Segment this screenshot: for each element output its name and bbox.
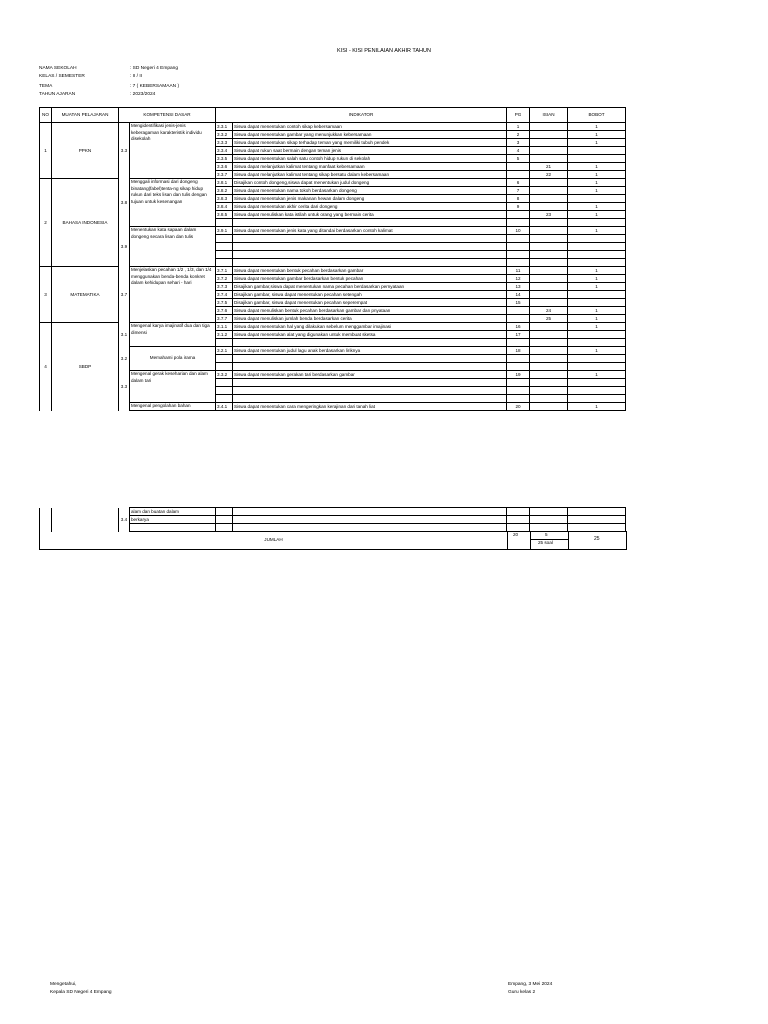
pg-number: 3 xyxy=(507,139,530,147)
bobot-value: 1 xyxy=(568,371,626,379)
bobot-value: 1 xyxy=(568,307,626,315)
isian-number xyxy=(530,323,568,331)
total-bobot: 25 xyxy=(594,536,600,542)
indicator-text: Siswa dapat menuliskan kata istilah untuk orang yang bermain cerita xyxy=(233,211,507,219)
pg-number: 14 xyxy=(507,291,530,299)
indicator-text xyxy=(233,251,507,259)
bobot-value xyxy=(568,355,626,363)
isian-number xyxy=(530,195,568,203)
header-isian: ISIAN xyxy=(530,108,568,123)
isian-number xyxy=(530,379,568,387)
bobot-value: 1 xyxy=(568,179,626,187)
pg-number: 12 xyxy=(507,275,530,283)
indicator-code: 3.1.2 xyxy=(216,331,233,339)
pg-number xyxy=(507,395,530,403)
indicator-code: 3.7.3 xyxy=(216,283,233,291)
indicator-code: 3.3.4 xyxy=(216,147,233,155)
bobot-value: 1 xyxy=(568,123,626,131)
indicator-text: Siswa dapat menentukan gerakan tari berdasarkan gambar xyxy=(233,371,507,379)
indicator-code: 3.7.7 xyxy=(216,315,233,323)
indicator-code: 3.3.3 xyxy=(216,139,233,147)
isian-number xyxy=(530,395,568,403)
indicator-text: Siswa dapat menentukan contoh sikap kebersamaan xyxy=(233,123,507,131)
isian-number xyxy=(530,291,568,299)
pg-number xyxy=(507,363,530,371)
pg-number: 20 xyxy=(507,403,530,411)
bobot-value xyxy=(568,259,626,267)
header-pg: PG xyxy=(507,108,530,123)
indicator-code xyxy=(216,219,233,227)
isian-number: 22 xyxy=(530,171,568,179)
grid-table-continued xyxy=(39,507,626,532)
info-year: TAHUN AJARAN : 2023/2024 xyxy=(39,92,156,97)
bobot-value: 1 xyxy=(568,171,626,179)
info-class: KELAS / SEMESTER : II / II xyxy=(39,74,142,79)
indicator-code xyxy=(216,235,233,243)
indicator-text: Disajikan contoh dongeng,siswa dapat menentukan judul dongeng xyxy=(233,179,507,187)
isian-number xyxy=(530,123,568,131)
isian-number xyxy=(530,355,568,363)
pg-number xyxy=(507,251,530,259)
indicator-code: 3.2.1 xyxy=(216,347,233,355)
isian-number xyxy=(530,131,568,139)
kd-code: 3.1 xyxy=(119,323,130,347)
bobot-value: 1 xyxy=(568,211,626,219)
indicator-code xyxy=(216,379,233,387)
pg-number xyxy=(507,259,530,267)
indicator-text: Siswa dapat menuliskan bentuk pecahan berdasarkan gambar dan pnyataan xyxy=(233,307,507,315)
indicator-text xyxy=(233,387,507,395)
bobot-value xyxy=(568,291,626,299)
pg-number xyxy=(507,315,530,323)
indicator-code xyxy=(216,395,233,403)
indicator-text: Siswa dapat menentukan jenis makanan hewan dalam dongeng xyxy=(233,195,507,203)
indicator-text: Siswa dapat menentukan jenis kata yang ditandai berdasarkan contoh kalimat xyxy=(233,227,507,235)
bobot-value: 1 xyxy=(568,187,626,195)
indicator-code: 3.7.5 xyxy=(216,299,233,307)
indicator-code: 3.3.1 xyxy=(216,123,233,131)
subject-name: BAHASA INDONESIA xyxy=(52,179,119,267)
kd-text: Mengenal karya imajinatif dua dan tiga dimensi xyxy=(130,323,216,347)
kd-text: Menentukan kata sapaan dalam dongeng secara lisan dan tulis xyxy=(130,227,216,267)
indicator-text: Siswa dapat melanjutkan kalimat tentang manfaat kebersamaan xyxy=(233,163,507,171)
bobot-value xyxy=(568,251,626,259)
info-theme: TEMA : 7 ( KEBERSAMAAN ) xyxy=(39,84,180,89)
pg-number: 9 xyxy=(507,203,530,211)
indicator-text xyxy=(233,363,507,371)
indicator-code: 3.9.1 xyxy=(216,227,233,235)
pg-number xyxy=(507,219,530,227)
indicator-text: Siswa dapat menentukan alat yang digunakan untuk membuat sketsa xyxy=(233,331,507,339)
indicator-text: Siswa dapat menentukan judul lagu anak berdasarkan liriknya xyxy=(233,347,507,355)
bobot-value: 1 xyxy=(568,203,626,211)
isian-number xyxy=(530,363,568,371)
bobot-value xyxy=(568,243,626,251)
indicator-code: 3.7.6 xyxy=(216,307,233,315)
indicator-code: 3.8.3 xyxy=(216,195,233,203)
pg-number: 16 xyxy=(507,323,530,331)
indicator-text: Siswa dapat menentukan gambar yang menunjukkan kebersamaan xyxy=(233,131,507,139)
isian-number xyxy=(530,275,568,283)
kd-text: Mengenal gerak keseharian dan alam dalam tari xyxy=(130,371,216,403)
isian-number xyxy=(530,299,568,307)
bobot-value xyxy=(568,395,626,403)
table-row xyxy=(40,267,626,275)
indicator-code: 3.3.2 xyxy=(216,371,233,379)
kd-text: Mengidentifikasi jenis-jenis keberagaman karakteristik individu disekolah xyxy=(130,123,216,179)
table-row xyxy=(40,371,626,379)
header-bobot: BOBOT xyxy=(568,108,626,123)
kd-text: Mengenal pengolahan bahan xyxy=(130,403,216,411)
kd-text-line: alam dan buatan dalam xyxy=(130,508,216,516)
indicator-text: Siswa dapat menentukan nama tokoh berdasarkan dongeng xyxy=(233,187,507,195)
row-number: 3 xyxy=(40,267,52,323)
total-row xyxy=(39,531,627,550)
bobot-value xyxy=(568,219,626,227)
signature-right-1: Empang, 3 Mei 2024 xyxy=(508,982,553,987)
pg-number: 15 xyxy=(507,299,530,307)
total-isian: 5 xyxy=(545,532,548,537)
bobot-value xyxy=(568,331,626,339)
indicator-text xyxy=(233,395,507,403)
pg-number: 8 xyxy=(507,195,530,203)
indicator-code xyxy=(216,251,233,259)
table-row xyxy=(40,123,626,131)
isian-number xyxy=(530,331,568,339)
table-row xyxy=(40,347,626,355)
indicator-text: Siswa dapat menuliskan jumlah benda berdasarkan cerita xyxy=(233,315,507,323)
total-pg: 20 xyxy=(513,532,519,537)
indicator-text: Siswa dapat menentukan sikap terhadap teman yang memiliki tubuh pendek xyxy=(233,139,507,147)
indicator-code xyxy=(216,259,233,267)
isian-number xyxy=(530,403,568,411)
kd-text-line: berkarya xyxy=(130,516,216,524)
pg-number: 11 xyxy=(507,267,530,275)
indicator-code: 3.8.1 xyxy=(216,179,233,187)
header-no: NO xyxy=(40,108,52,123)
kd-text: Menggali informasi dari dongeng binatang(fabel)tenta-ng sikap hidup rukun dari teks lisan dan tulis dengan tujuan untuk kesenangan xyxy=(130,179,216,227)
info-school: NAMA SEKOLAH : SD Negeri 4 Empang xyxy=(39,66,178,71)
bobot-value: 1 xyxy=(568,283,626,291)
pg-number: 18 xyxy=(507,347,530,355)
kd-text: Memahami pola irama xyxy=(130,347,216,371)
pg-number xyxy=(507,211,530,219)
pg-number: 4 xyxy=(507,147,530,155)
indicator-code: 3.7.4 xyxy=(216,291,233,299)
pg-number: 7 xyxy=(507,187,530,195)
isian-number xyxy=(530,243,568,251)
bobot-value xyxy=(568,235,626,243)
indicator-code: 3.7.2 xyxy=(216,275,233,283)
bobot-value xyxy=(568,147,626,155)
isian-number xyxy=(530,339,568,347)
table-row xyxy=(40,227,626,235)
pg-number xyxy=(507,163,530,171)
indicator-code: 3.7.1 xyxy=(216,267,233,275)
signature-left-1: Mengetahui, xyxy=(50,982,77,987)
indicator-code xyxy=(216,243,233,251)
kd-code: 3.3 xyxy=(119,123,130,179)
indicator-text: Siswa dapat melanjutkan kalimat tentang sikap bersatu dalam kebersamaan xyxy=(233,171,507,179)
total-soal: 25 soal xyxy=(538,540,553,545)
isian-number xyxy=(530,267,568,275)
pg-number xyxy=(507,355,530,363)
indicator-text: Siswa dapat menentukan salah satu contoh hidup rukun di sekolah xyxy=(233,155,507,163)
isian-number xyxy=(530,227,568,235)
isian-number: 21 xyxy=(530,163,568,171)
header-mapel: MUATAN PELAJARAN xyxy=(52,108,119,123)
bobot-value: 1 xyxy=(568,347,626,355)
pg-number xyxy=(507,339,530,347)
subject-name: SBDP xyxy=(52,323,119,411)
bobot-value xyxy=(568,195,626,203)
indicator-code xyxy=(216,387,233,395)
pg-number xyxy=(507,235,530,243)
bobot-value xyxy=(568,155,626,163)
indicator-text: Siswa dapat rukun saat bermain dengan teman jenis xyxy=(233,147,507,155)
indicator-code: 3.1.1 xyxy=(216,323,233,331)
indicator-code: 3.3.6 xyxy=(216,163,233,171)
pg-number xyxy=(507,387,530,395)
indicator-text: Siswa dapat menentukan akhir cerita dari dongeng xyxy=(233,203,507,211)
isian-number: 25 xyxy=(530,315,568,323)
header-kd: KOMPETENSI DASAR xyxy=(119,108,216,123)
isian-number: 23 xyxy=(530,211,568,219)
kd-code: 3.2 xyxy=(119,347,130,371)
indicator-code: 3.8.5 xyxy=(216,211,233,219)
isian-number xyxy=(530,387,568,395)
indicator-text: Disajikan gambar, siswa dapat menentukan pecahan seperempat xyxy=(233,299,507,307)
header-indikator: INDIKATOR xyxy=(216,108,507,123)
signature-right-2: Guru kelas 2 xyxy=(508,990,536,995)
pg-number xyxy=(507,307,530,315)
indicator-code xyxy=(216,339,233,347)
kd-text: Menjelaskan pecahan 1/2 , 1/3, dan 1/4 menggunakan benda-benda konkret dalam kehidupan sehari - hari xyxy=(130,267,216,323)
indicator-text xyxy=(233,219,507,227)
pg-number: 19 xyxy=(507,371,530,379)
pg-number xyxy=(507,379,530,387)
pg-number: 13 xyxy=(507,283,530,291)
kd-code: 3.9 xyxy=(119,227,130,267)
indicator-text xyxy=(233,235,507,243)
indicator-text xyxy=(233,243,507,251)
bobot-value xyxy=(568,387,626,395)
row-number: 1 xyxy=(40,123,52,179)
bobot-value: 1 xyxy=(568,275,626,283)
bobot-value: 1 xyxy=(568,315,626,323)
isian-number xyxy=(530,235,568,243)
indicator-code: 3.3.2 xyxy=(216,131,233,139)
pg-number xyxy=(507,243,530,251)
isian-number xyxy=(530,259,568,267)
subject-name: PPKN xyxy=(52,123,119,179)
indicator-code: 3.8.2 xyxy=(216,187,233,195)
indicator-code: 3.4.1 xyxy=(216,403,233,411)
isian-number xyxy=(530,219,568,227)
indicator-code: 3.3.7 xyxy=(216,171,233,179)
isian-number xyxy=(530,179,568,187)
indicator-text: Siswa dapat menentukan gambar berdasarkan bentuk pecahan xyxy=(233,275,507,283)
indicator-text xyxy=(233,379,507,387)
table-row xyxy=(40,323,626,331)
table-header xyxy=(40,108,626,123)
indicator-text: Siswa dapat menentukan cara mengeringkan kerajinan dari tanah liat xyxy=(233,403,507,411)
indicator-text xyxy=(233,259,507,267)
pg-number xyxy=(507,171,530,179)
table-row xyxy=(40,508,626,516)
kd-code: 3.8 xyxy=(119,179,130,227)
kd-code: 3.4 xyxy=(119,508,130,532)
isian-number xyxy=(530,371,568,379)
isian-number xyxy=(530,283,568,291)
document-title: KISI - KISI PENILAIAN AKHIR TAHUN xyxy=(337,48,431,54)
isian-number xyxy=(530,203,568,211)
bobot-value: 1 xyxy=(568,323,626,331)
bobot-value: 1 xyxy=(568,227,626,235)
indicator-code: 3.8.4 xyxy=(216,203,233,211)
indicator-code xyxy=(216,363,233,371)
kd-code xyxy=(119,403,130,411)
bobot-value xyxy=(568,299,626,307)
indicator-text xyxy=(233,355,507,363)
bobot-value: 1 xyxy=(568,139,626,147)
kd-code: 3.7 xyxy=(119,267,130,323)
subject-name: MATEMATIKA xyxy=(52,267,119,323)
total-label: JUMLAH xyxy=(264,537,283,542)
pg-number: 17 xyxy=(507,331,530,339)
table-row xyxy=(40,403,626,411)
row-number: 4 xyxy=(40,323,52,411)
isian-number xyxy=(530,155,568,163)
indicator-text: Siswa dapat menentukan bentuk pecahan berdasarkan gambar xyxy=(233,267,507,275)
bobot-value: 1 xyxy=(568,131,626,139)
indicator-text: Disajikan gambar, siswa dapat menentukan pecahan setengah xyxy=(233,291,507,299)
pg-number: 6 xyxy=(507,179,530,187)
isian-number xyxy=(530,147,568,155)
indicator-text: Disajikan gambar,siswa dapat menentukan nama pecahan berdasarkan pernyataan xyxy=(233,283,507,291)
pg-number: 10 xyxy=(507,227,530,235)
bobot-value xyxy=(568,379,626,387)
isian-number xyxy=(530,251,568,259)
isian-number xyxy=(530,187,568,195)
pg-number: 2 xyxy=(507,131,530,139)
pg-number: 1 xyxy=(507,123,530,131)
isian-number xyxy=(530,139,568,147)
bobot-value: 1 xyxy=(568,403,626,411)
signature-left-2: Kepala SD Negeri 4 Empang xyxy=(50,990,112,995)
indicator-text xyxy=(233,339,507,347)
bobot-value xyxy=(568,363,626,371)
bobot-value xyxy=(568,339,626,347)
row-number: 2 xyxy=(40,179,52,267)
kd-code: 3.3 xyxy=(119,371,130,403)
grid-table xyxy=(39,107,626,411)
pg-number: 5 xyxy=(507,155,530,163)
indicator-text: Siswa dapat menentukan hal yang dilakukan sebelum menggambar imajinasi xyxy=(233,323,507,331)
indicator-code: 3.3.5 xyxy=(216,155,233,163)
isian-number xyxy=(530,347,568,355)
table-row xyxy=(40,179,626,187)
isian-number: 24 xyxy=(530,307,568,315)
bobot-value: 1 xyxy=(568,267,626,275)
bobot-value: 1 xyxy=(568,163,626,171)
indicator-code xyxy=(216,355,233,363)
